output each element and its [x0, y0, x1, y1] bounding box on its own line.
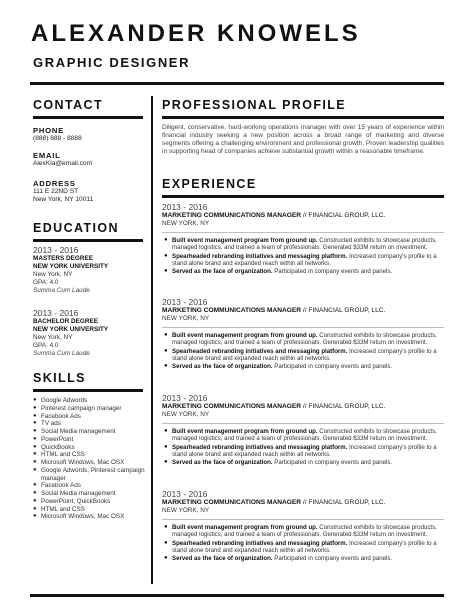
job-bullet: ● Spearheaded rebranding initiatives and messaging platform. Increased company's profile to a stand alone brand and expanded reach within all networks.	[164, 347, 437, 362]
bullet-icon: ●	[33, 459, 37, 465]
skills-heading: SKILLS	[33, 371, 86, 385]
skill-item: ● PowerPoint	[33, 435, 74, 443]
bullet-icon: ●	[164, 539, 168, 546]
job-bullet: ● Spearheaded rebranding initiatives and messaging platform. Increased company's profile to a stand alone brand and expanded reach within all networks.	[164, 443, 437, 458]
job-bullet: ● Served as the face of organization. Participated in company events and panels.	[164, 459, 393, 467]
profile-heading-rule	[162, 116, 444, 119]
bullet-icon: ●	[164, 252, 168, 259]
bullet-icon: ●	[33, 435, 37, 442]
bullet-icon: ●	[164, 268, 168, 275]
profile-heading: PROFESSIONAL PROFILE	[162, 98, 347, 112]
skill-item: ● HTML and CSS	[33, 505, 85, 513]
contact-section	[33, 126, 145, 205]
job-divider	[162, 327, 444, 328]
job-title: MARKETING COMMUNICATIONS MANAGER // FINANCIAL GROUP, LLC.	[162, 212, 386, 219]
job-bullet: ● Served as the face of organization. Participated in company events and panels.	[164, 268, 393, 276]
education-honors: Summa Cum Laude	[33, 287, 90, 294]
education-entry-2	[33, 308, 145, 358]
job-bullets	[162, 524, 444, 562]
skill-item: ● TV ads	[33, 420, 61, 428]
bullet-icon: ●	[164, 428, 168, 434]
job-divider	[162, 519, 444, 520]
email-label: EMAIL	[33, 151, 61, 161]
education-years: 2013 - 2016	[33, 245, 79, 255]
column-divider	[151, 96, 153, 584]
header-divider	[30, 82, 444, 85]
job-bullet: ● Built event management program from ground up. Constructed exhibits to showcase products, managed logistics, and trained a team of professionals. Generated $33M return on investment.	[164, 524, 437, 539]
contact-heading-rule	[33, 116, 143, 119]
education-school: NEW YORK UNIVERSITY	[33, 263, 109, 270]
bullet-icon: ●	[33, 428, 37, 434]
bullet-icon: ●	[33, 513, 37, 520]
job-location: NEW YORK, NY	[162, 411, 210, 418]
job-location: NEW YORK, NY	[162, 507, 210, 514]
job-title: MARKETING COMMUNICATIONS MANAGER // FINANCIAL GROUP, LLC.	[162, 307, 386, 314]
candidate-name: ALEXANDER KNOWELS	[31, 20, 361, 47]
job-bullet: ● Built event management program from ground up. Constructed exhibits to showcase products, managed logistics, and trained a team of professionals. Generated $33M return on investment.	[164, 428, 437, 443]
skill-item: ● Pinterest campaign manager	[33, 404, 122, 412]
job-entry-1	[162, 202, 444, 277]
job-entry-4	[162, 489, 444, 564]
education-heading-rule	[33, 239, 143, 242]
skill-item: ● Social Media management	[33, 490, 116, 497]
bullet-icon: ●	[164, 555, 168, 562]
bullet-icon: ●	[164, 459, 168, 466]
education-entry-1	[33, 245, 145, 295]
profile-text: Diligent, conservative, hard-working operations manager with over 15 years of experience within financial industry seeking a new position across a broad range of marketing and diverse segments offering a challenging environment and professional growth. Proven leadership qualities in supporting head of companies achieve substantial growth within a reasonable timeframe.	[162, 124, 444, 155]
education-degree: BACHELOR DEGREE	[33, 318, 98, 325]
job-years: 2013 - 2016	[162, 202, 208, 212]
skills-heading-rule	[33, 389, 143, 392]
job-years: 2013 - 2016	[162, 489, 208, 499]
job-title: MARKETING COMMUNICATIONS MANAGER // FINANCIAL GROUP, LLC.	[162, 403, 386, 410]
education-school: NEW YORK UNIVERSITY	[33, 326, 109, 333]
job-bullet: ● Spearheaded rebranding initiatives and messaging platform. Increased company's profile to a stand alone brand and expanded reach within all networks.	[164, 539, 437, 554]
job-location: NEW YORK, NY	[162, 220, 210, 227]
job-bullet: ● Built event management program from ground up. Constructed exhibits to showcase products, managed logistics, and trained a team of professionals. Generated $33M return on investment.	[164, 237, 437, 252]
skill-item: ● QuickBooks	[33, 443, 75, 451]
education-location: New York, NY	[33, 334, 73, 341]
job-bullet: ● Served as the face of organization. Participated in company events and panels.	[164, 363, 393, 371]
education-honors: Summa Cum Laude	[33, 350, 90, 357]
job-bullets	[162, 237, 444, 275]
skill-item: ● Facebook Ads	[33, 482, 81, 490]
job-location: NEW YORK, NY	[162, 315, 210, 322]
skill-item: ● PowerPoint, QuickBooks	[33, 497, 111, 505]
bullet-icon: ●	[164, 363, 168, 370]
bullet-icon: ●	[33, 443, 37, 450]
job-company: // FINANCIAL GROUP, LLC.	[301, 499, 386, 506]
job-bullets	[162, 428, 444, 466]
skills-list	[33, 397, 145, 521]
job-title: MARKETING COMMUNICATIONS MANAGER // FINANCIAL GROUP, LLC.	[162, 499, 386, 506]
bullet-icon: ●	[33, 404, 37, 411]
job-years: 2013 - 2016	[162, 393, 208, 403]
candidate-title: GRAPHIC DESIGNER	[33, 55, 191, 70]
phone-label: PHONE	[33, 126, 65, 135]
job-company: // FINANCIAL GROUP, LLC.	[301, 212, 386, 219]
job-years: 2013 - 2016	[162, 297, 208, 307]
bullet-icon: ●	[33, 420, 37, 427]
job-company: // FINANCIAL GROUP, LLC.	[301, 403, 386, 410]
job-bullet: ● Spearheaded rebranding initiatives and messaging platform. Increased company's profile to a stand alone brand and expanded reach within all networks.	[164, 252, 437, 267]
bullet-icon: ●	[33, 466, 37, 473]
education-heading: EDUCATION	[33, 221, 119, 235]
skill-item: ● Google Adwords, Pinterest campaign manager	[33, 466, 145, 482]
education-gpa: GPA: 4.0	[33, 342, 59, 349]
education-degree: MASTERS DEGREE	[33, 255, 94, 262]
skill-item: ● Microsoft Windows, Mac OSX	[33, 459, 125, 466]
skill-item: ● HTML and CSS	[33, 451, 85, 459]
bullet-icon: ●	[164, 443, 168, 450]
experience-heading-rule	[162, 195, 444, 198]
footer-divider	[30, 594, 444, 597]
education-location: New York, NY	[33, 271, 73, 278]
education-gpa: GPA: 4.0	[33, 279, 59, 286]
bullet-icon: ●	[164, 237, 168, 243]
job-bullet: ● Built event management program from ground up. Constructed exhibits to showcase products, managed logistics, and trained a team of professionals. Generated $33M return on investment.	[164, 332, 437, 347]
bullet-icon: ●	[33, 490, 37, 496]
bullet-icon: ●	[33, 451, 37, 458]
skill-item: ● Facebook Ads	[33, 412, 81, 420]
phone-value: (888) 888 - 8888	[33, 135, 82, 142]
skill-item: ● Google Adwords	[33, 397, 88, 404]
bullet-icon: ●	[164, 347, 168, 354]
job-bullet: ● Served as the face of organization. Participated in company events and panels.	[164, 555, 393, 563]
bullet-icon: ●	[33, 397, 37, 403]
address-line-2: New York, NY 10011	[33, 196, 94, 204]
bullet-icon: ●	[33, 497, 37, 504]
bullet-icon: ●	[33, 482, 37, 489]
address-line-1: 111 E 22ND ST	[33, 187, 79, 195]
job-company: // FINANCIAL GROUP, LLC.	[301, 307, 386, 314]
bullet-icon: ●	[164, 332, 168, 338]
job-bullets	[162, 332, 444, 370]
bullet-icon: ●	[33, 505, 37, 512]
contact-heading: CONTACT	[33, 98, 103, 112]
job-entry-2	[162, 297, 444, 372]
bullet-icon: ●	[164, 524, 168, 530]
job-divider	[162, 423, 444, 424]
email-value: AlexKla@email.com	[33, 160, 93, 168]
skill-item: ● Social Media management	[33, 428, 116, 435]
address-label: ADDRESS	[33, 178, 76, 188]
job-entry-3	[162, 393, 444, 468]
skill-item: ● Microsoft Windows, Mac OSX	[33, 513, 125, 521]
experience-heading: EXPERIENCE	[162, 177, 257, 191]
job-divider	[162, 232, 444, 233]
education-years: 2013 - 2016	[33, 308, 79, 318]
bullet-icon: ●	[33, 412, 37, 419]
